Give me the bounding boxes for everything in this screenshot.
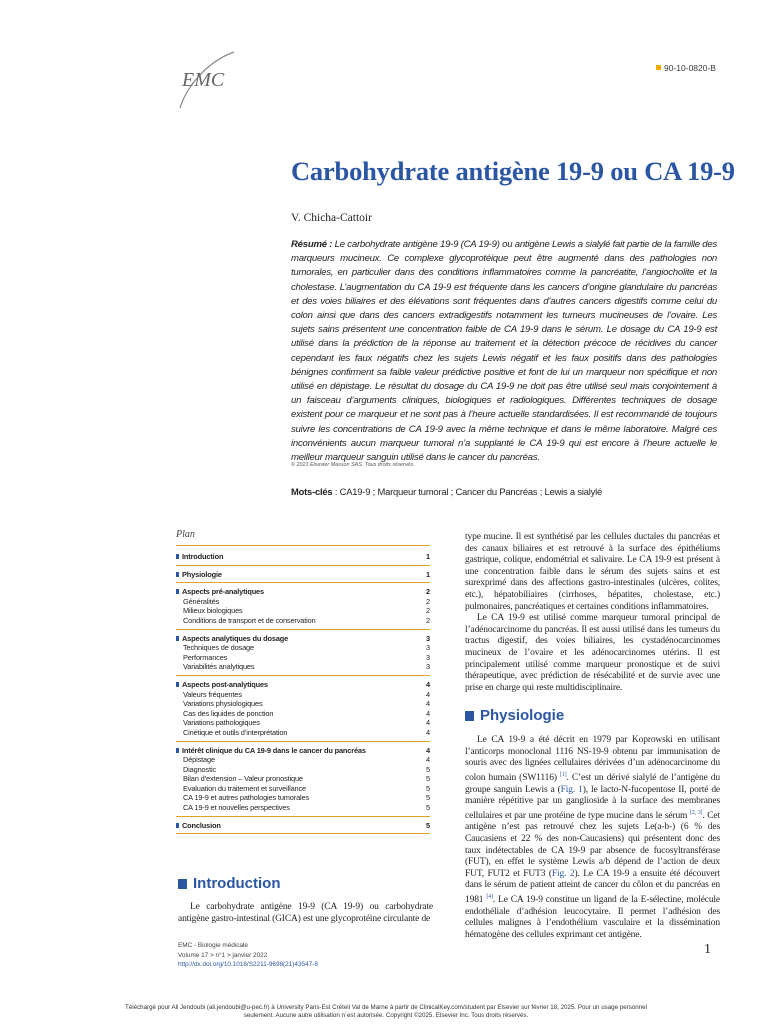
journal-name: EMC - Biologie médicale	[178, 942, 248, 949]
plan-entry-label: Variations pathologiques	[183, 718, 260, 728]
emc-logo	[176, 48, 238, 110]
keywords	[291, 486, 602, 497]
plan-bullet-icon	[176, 636, 179, 641]
physiologie-heading: Physiologie	[465, 707, 564, 724]
plan-sub-entry[interactable]	[176, 597, 430, 607]
plan-main-entry[interactable]	[176, 634, 430, 644]
plan-sub-entry[interactable]	[176, 690, 430, 700]
plan-entry-page: 3	[426, 662, 430, 672]
abstract-label: Résumé :	[291, 239, 333, 250]
paragraph-marqueur: Le CA 19-9 est utilisé comme marqueur tumoral principal de l’adénocarcinome du pancréas. Il est aussi utilisé dans les tumeurs du tractus digestif, des voies biliaires, les cystadénocarcinomes mucineux de l’ovaire et les adénocarcinomes utérins. Il est principalement utilisé comme marqueur pronostique et de suivi thérapeutique, avec prédiction de résécabilité et de survie avec une prise en charge qui reste multidisciplinaire.	[465, 613, 720, 693]
plan-sub-entry[interactable]	[176, 765, 430, 775]
plan-section	[176, 741, 430, 813]
plan-entry-page: 5	[426, 774, 430, 784]
plan-entry-label: Bilan d’extension – Valeur pronostique	[183, 774, 303, 784]
reference-code: 90-10-0820-B	[656, 63, 716, 73]
doi-link[interactable]: http://dx.doi.org/10.1016/S2211-9698(21)43547-8	[178, 961, 318, 969]
page-number: 1	[704, 942, 711, 957]
plan-sub-entry[interactable]	[176, 653, 430, 663]
abstract-text: Le carbohydrate antigène 19-9 (CA 19-9) ou antigène Lewis a sialylé fait partie de la famille des marqueurs mucineux. Ce complexe glycoprotéique peut être augmenté dans des pathologies non tumorales, en particulier dans des conditions inflammatoires comme la pancréatite, l’angiocholite et la cholestase. L’augmentation du CA 19-9 est fréquente dans les cancers d’origine glandulaire du pancréas et des voies biliaires et des élévations sont fréquentes dans d’autres cancers digestifs comme celui du colon ainsi que dans des cancers extradigestifs notamment les tumeurs mucineuses de l’ovaire. Les sujets sains présentent une concentration faible de CA 19-9 dans le sérum. Le dosage du CA 19-9 est utilisé dans la prédiction de la réponse au traitement et la détection précoce de récidives du cancer cependant les faux négatifs chez les sujets Lewis négatif et les faux positifs dans des pathologies bénignes confirment sa faible valeur prédictive positive et font de lui un marqueur non spécifique et non utilisé en dépistage. Le résultat du dosage du CA 19-9 ne doit pas être utilisé seul mais conjointement à un faisceau d’arguments cliniques, biologiques et radiologiques. Différentes techniques de dosage existent pour ce marqueur et ne sont pas à l’heure actuelle standardisées. Il est recommandé de toujours suivre les concentrations de CA 19-9 avec la même technique et dans le même laboratoire. Malgré ces inconvénients aucun marqueur tumoral n’a supplanté le CA 19-9 qui est encore à l’heure actuelle le meilleur marqueur sanguin utilisé dans le cancer du pancréas.	[291, 239, 718, 464]
plan-sub-entry[interactable]	[176, 774, 430, 784]
plan-entry-page: 5	[426, 820, 430, 830]
plan-heading: Plan	[176, 529, 430, 546]
keywords-list: : CA19-9 ; Marqueur tumoral ; Cancer du Pancréas ; Lewis a sialylé	[332, 486, 602, 497]
article-author: V. Chicha-Cattoir	[291, 212, 372, 224]
plan-entry-label: Intérêt clinique du CA 19-9 dans le cancer du pancréas	[176, 746, 366, 756]
plan-main-entry[interactable]	[176, 821, 430, 831]
plan-bottom-rule	[176, 833, 430, 834]
plan-main-entry[interactable]	[176, 746, 430, 756]
plan-entry-label: Diagnostic	[183, 764, 217, 774]
plan-entry-page: 4	[426, 755, 430, 765]
article-title: Carbohydrate antigène 19-9 ou CA 19-9	[291, 156, 735, 186]
plan-sub-entry[interactable]	[176, 755, 430, 765]
right-column-top	[465, 532, 720, 694]
introduction-text: Le carbohydrate antigène 19-9 (CA 19-9) ou carbohydrate antigène gastro-intestinal (GICA) est une glycoprotéine circulante de	[178, 902, 433, 924]
plan-section	[176, 582, 430, 625]
introduction-heading: Introduction	[178, 875, 280, 892]
plan-list	[176, 552, 430, 830]
plan-entry-page: 4	[426, 718, 430, 728]
journal-footer	[178, 941, 318, 970]
plan-section	[176, 629, 430, 672]
plan-entry-label: Aspects analytiques du dosage	[176, 634, 288, 644]
plan-entry-label: Variabilités analytiques	[183, 662, 255, 672]
plan-bullet-icon	[176, 554, 179, 559]
plan-section	[176, 816, 430, 831]
abstract	[291, 238, 717, 465]
ref-4-link[interactable]: [4]	[486, 894, 493, 901]
plan-sub-entry[interactable]	[176, 728, 430, 738]
plan-section	[176, 675, 430, 738]
plan-entry-page: 4	[426, 699, 430, 709]
plan-entry-label: CA 19-9 et nouvelles perspectives	[183, 803, 290, 813]
ref-1-link[interactable]: [1]	[559, 771, 567, 778]
physiologie-text: Le CA 19-9 a été décrit en 1979 par Koprowski en utilisant l’anticorps monoclonal 1116 NS-19-9 obtenu par immunisation de souris avec des lignées cellulaires dérivées d’un adénocarcinome du colon humain (SW1116) [1]. C’est un dérivé sialylé de l’antigène du groupe sanguin Lewis a (Fig. 1), le lacto-N-fucopentose II, porté de manière répétitive par un ganglioside à la surface des membranes cellulaires et par une protéine de type mucine dans le sérum [2, 3]. Cet antigène n’est pas retrouvé chez les sujets Le(a-b-) (6 % des Caucasiens et 22 % des non-Caucasiens) qui présentent donc des taux indétectables de CA 19-9 par absence de fucosyltransférase (FUT), en effet le système Lewis a/b dépend de l’action de deux FUT, FUT2 et FUT3 (Fig. 2). Le CA 19-9 a ensuite été découvert dans le sérum de patient atteint de cancer du côlon et du pancréas en 1981 [4]. Le CA 19-9 constitue un ligand de la E-sélectine, molécule endothéliale d’adhésion leucocytaire. Il permet l’adhésion des cellules malignes à l’endothélium vasculaire et la dissémination hématogène des cellules exprimant cet antigène.	[465, 735, 720, 940]
plan-entry-label: Physiologie	[176, 570, 222, 580]
plan-entry-label: Variations physiologiques	[183, 699, 263, 709]
plan-entry-label: CA 19-9 et autres pathologies tumorales	[183, 793, 310, 803]
plan-entry-label: Conclusion	[176, 821, 221, 831]
reference-square-icon	[656, 65, 661, 70]
plan-sub-entry[interactable]	[176, 803, 430, 813]
plan-entry-label: Conditions de transport et de conservation	[183, 615, 316, 625]
plan-entry-label: Aspects pré-analytiques	[176, 587, 264, 597]
plan-bullet-icon	[176, 823, 179, 828]
logo-text: EMC	[182, 69, 225, 91]
plan-bullet-icon	[176, 589, 179, 594]
download-notice: Téléchargé pour Ali Jendoubi (ali.jendoubi@u-pec.fr) à University Paris-Est Créteil Val de Marne à partir de ClinicalKey.com/student par Elsevier sur février 18, 2025. Pour un usage personnel seulement. Aucune autre utilisation n´est autorisée. Copyright ©2025. Elsevier Inc. Tous droits réservés.	[125, 1004, 647, 1019]
plan-sub-entry[interactable]	[176, 616, 430, 626]
plan-sub-entry[interactable]	[176, 606, 430, 616]
plan-entry-page: 3	[426, 633, 430, 643]
plan-entry-label: Techniques de dosage	[183, 643, 254, 653]
plan-entry-label: Performances	[183, 652, 228, 662]
fig-2-link[interactable]: Fig. 2	[551, 868, 575, 879]
plan-entry-label: Généralités	[183, 596, 220, 606]
plan-entry-page: 3	[426, 652, 430, 662]
plan-section	[176, 552, 430, 562]
plan-bullet-icon	[176, 572, 179, 577]
plan-entry-page: 2	[426, 587, 430, 597]
plan-entry-page: 2	[426, 615, 430, 625]
plan-entry-page: 5	[426, 803, 430, 813]
plan-sub-entry[interactable]	[176, 643, 430, 653]
plan-entry-page: 4	[426, 679, 430, 689]
plan-sub-entry[interactable]	[176, 793, 430, 803]
plan-entry-page: 3	[426, 643, 430, 653]
plan-main-entry[interactable]	[176, 552, 430, 562]
plan-section	[176, 565, 430, 580]
plan-sub-entry[interactable]	[176, 784, 430, 794]
plan-box	[176, 529, 430, 834]
fig-1-link[interactable]: Fig. 1	[560, 784, 583, 795]
plan-entry-label: Dépistage	[183, 755, 215, 765]
plan-entry-label: Evaluation du traitement et surveillance	[183, 783, 306, 793]
plan-entry-page: 4	[426, 745, 430, 755]
keywords-label: Mots-clés	[291, 486, 333, 497]
plan-bullet-icon	[176, 682, 179, 687]
plan-sub-entry[interactable]	[176, 709, 430, 719]
plan-entry-page: 4	[426, 708, 430, 718]
plan-entry-page: 2	[426, 606, 430, 616]
plan-entry-page: 1	[426, 569, 430, 579]
plan-entry-page: 5	[426, 783, 430, 793]
copyright: © 2021 Elsevier Masson SAS. Tous droits réservés.	[291, 462, 415, 468]
plan-sub-entry[interactable]	[176, 662, 430, 672]
ref-2-3-link[interactable]: [2, 3]	[689, 809, 703, 816]
plan-entry-page: 5	[426, 793, 430, 803]
plan-main-entry[interactable]	[176, 587, 430, 597]
plan-entry-page: 4	[426, 689, 430, 699]
plan-entry-label: Milieux biologiques	[183, 606, 243, 616]
plan-entry-label: Cas des liquides de ponction	[183, 708, 274, 718]
plan-entry-page: 2	[426, 596, 430, 606]
paragraph-mucine: type mucine. Il est synthétisé par les cellules ductales du pancréas et des canaux biliaires et est retrouvé à la surface des épithéliums gastrique, colique, endométrial et salivaire. Le CA 19-9 est présent à une concentration faible dans le sérum des sujets sains et est surexprimé dans des affections gastro-intestinales (ulcères, colites, etc.), hépatobiliaires (cirrhoses, hépatites, cholestase, etc.) pulmonaires, pancréatiques et certaines conditions inflammatoires.	[465, 532, 720, 612]
plan-main-entry[interactable]	[176, 570, 430, 580]
heading-square-icon	[178, 879, 187, 889]
plan-sub-entry[interactable]	[176, 699, 430, 709]
plan-entry-page: 5	[426, 764, 430, 774]
plan-entry-label: Aspects post-analytiques	[176, 680, 268, 690]
plan-entry-label: Cinétique et outils d’interprétation	[183, 727, 288, 737]
plan-entry-label: Valeurs fréquentes	[183, 689, 242, 699]
plan-sub-entry[interactable]	[176, 718, 430, 728]
heading-square-icon	[465, 711, 474, 721]
journal-volume: Volume 17 > n°1 > janvier 2022	[178, 951, 268, 959]
plan-entry-page: 4	[426, 727, 430, 737]
plan-main-entry[interactable]	[176, 680, 430, 690]
plan-entry-label: Introduction	[176, 552, 223, 562]
plan-entry-page: 1	[426, 552, 430, 561]
plan-bullet-icon	[176, 748, 179, 753]
